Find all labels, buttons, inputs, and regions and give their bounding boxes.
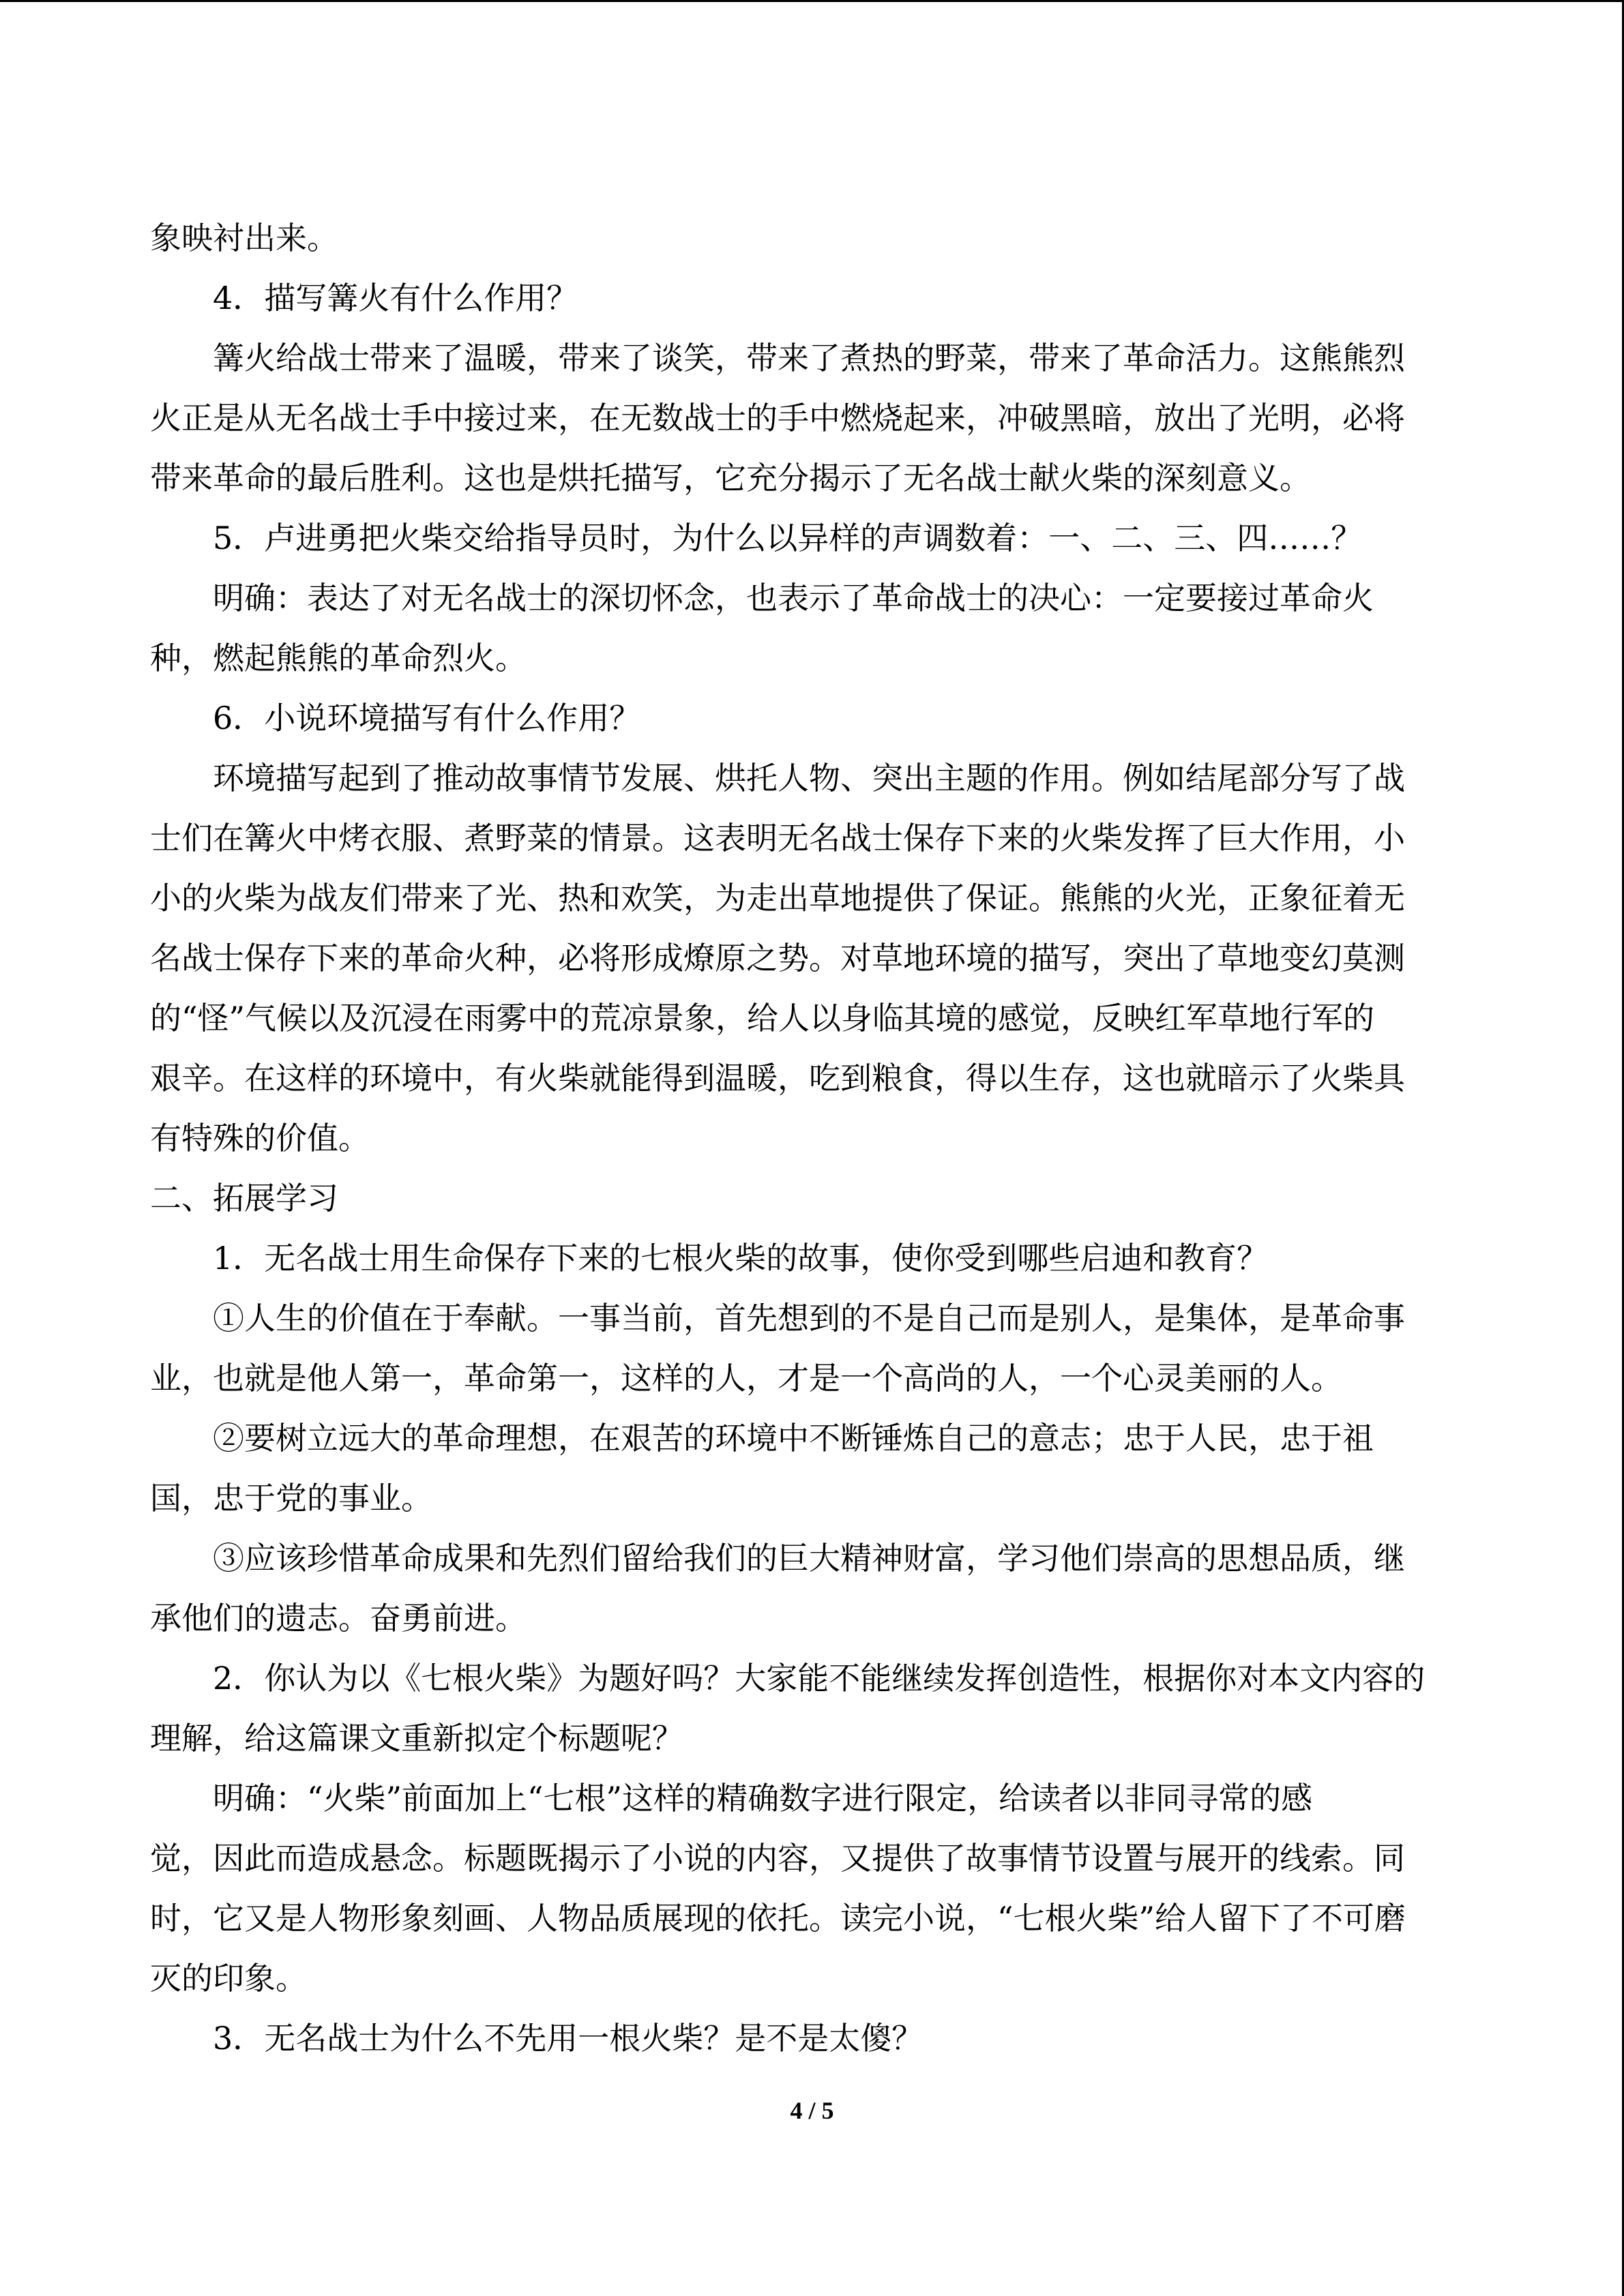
text-line: 小的火柴为战友们带来了光、热和欢笑，为走出草地提供了保证。熊熊的火光，正象征着无 [150, 880, 1405, 916]
text-line: 明确：“火柴”前面加上“七根”这样的精确数字进行限定，给读者以非同寻常的感 [213, 1780, 1313, 1817]
question-line: 5．卢进勇把火柴交给指导员时，为什么以异样的声调数着：一、二、三、四……？ [213, 520, 1363, 556]
section-heading: 二、拓展学习 [150, 1180, 338, 1217]
question-line: 6．小说环境描写有什么作用？ [213, 700, 641, 736]
text-line: 种，燃起熊熊的革命烈火。 [150, 640, 527, 676]
question-line: 4．描写篝火有什么作用？ [213, 280, 578, 316]
text-line: 环境描写起到了推动故事情节发展、烘托人物、突出主题的作用。例如结尾部分写了战 [213, 760, 1405, 796]
text-line: 理解，给这篇课文重新拟定个标题呢？ [150, 1720, 683, 1757]
question-line: 1．无名战士用生命保存下来的七根火柴的故事，使你受到哪些启迪和教育？ [213, 1240, 1269, 1277]
text-line: ①人生的价值在于奉献。一事当前，首先想到的不是自己而是别人，是集体，是革命事 [213, 1300, 1405, 1337]
text-line: 艰辛。在这样的环境中，有火柴就能得到温暖，吃到粮食，得以生存，这也就暗示了火柴具 [150, 1060, 1405, 1097]
text-line: 业，也就是他人第一，革命第一，这样的人，才是一个高尚的人，一个心灵美丽的人。 [150, 1360, 1342, 1397]
page-border-top [0, 0, 1624, 2]
text-line: 承他们的遗志。奋勇前进。 [150, 1600, 527, 1637]
text-line: ②要树立远大的革命理想，在艰苦的环境中不断锤炼自己的意志；忠于人民，忠于祖 [213, 1420, 1374, 1457]
question-line: 3．无名战士为什么不先用一根火柴？是不是太傻？ [213, 2020, 924, 2057]
text-line: ③应该珍惜革命成果和先烈们留给我们的巨大精神财富，学习他们崇高的思想品质，继 [213, 1540, 1405, 1577]
text-line: 火正是从无名战士手中接过来，在无数战士的手中燃烧起来，冲破黑暗，放出了光明，必将 [150, 400, 1405, 436]
document-body [150, 208, 1460, 2068]
text-line: 时，它又是人物形象刻画、人物品质展现的依托。读完小说，“七根火柴”给人留下了不可磨 [150, 1900, 1406, 1937]
text-line: 灭的印象。 [150, 1960, 307, 1997]
text-line: 士们在篝火中烤衣服、煮野菜的情景。这表明无名战士保存下来的火柴发挥了巨大作用，小 [150, 820, 1405, 856]
text-line: 有特殊的价值。 [150, 1120, 370, 1157]
page-number: 4 / 5 [790, 2097, 834, 2124]
text-line: 明确：表达了对无名战士的深切怀念，也表示了革命战士的决心：一定要接过革命火 [213, 580, 1374, 616]
text-line: 带来革命的最后胜利。这也是烘托描写，它充分揭示了无名战士献火柴的深刻意义。 [150, 460, 1311, 496]
text-line: 觉，因此而造成悬念。标题既揭示了小说的内容，又提供了故事情节设置与展开的线索。同 [150, 1840, 1405, 1877]
text-line: 象映衬出来。 [150, 220, 338, 256]
text-line: 篝火给战士带来了温暖，带来了谈笑，带来了煮热的野菜，带来了革命活力。这熊熊烈 [213, 340, 1405, 376]
question-line: 2．你认为以《七根火柴》为题好吗？大家能不能继续发挥创造性，根据你对本文内容的 [213, 1660, 1426, 1697]
text-line: 国，忠于党的事业。 [150, 1480, 432, 1517]
text-line: 的“怪”气候以及沉浸在雨雾中的荒凉景象，给人以身临其境的感觉，反映红军草地行军的 [150, 1000, 1375, 1037]
text-line: 名战士保存下来的革命火种，必将形成燎原之势。对草地环境的描写，突出了草地变幻莫测 [150, 940, 1405, 976]
